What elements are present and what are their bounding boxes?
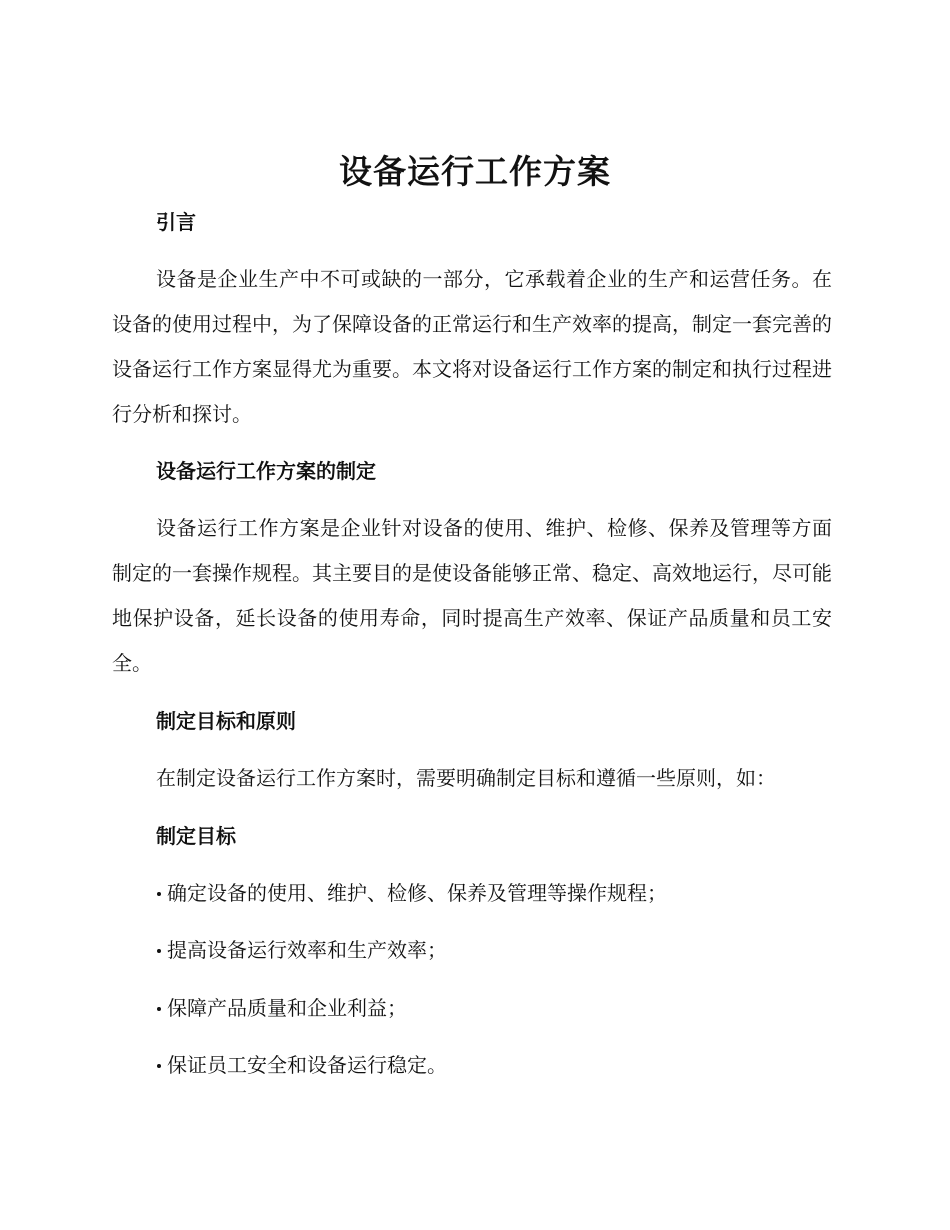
heading-goals: 制定目标: [156, 824, 236, 848]
paragraph-goals-principles: 在制定设备运行工作方案时，需要明确制定目标和遵循一些原则，如：: [156, 766, 776, 790]
list-item-text: 确定设备的使用、维护、检修、保养及管理等操作规程；: [167, 881, 667, 905]
list-item: [156, 1051, 447, 1079]
heading-introduction: 引言: [156, 210, 196, 234]
bullet-icon: [157, 949, 161, 953]
list-item-text: 提高设备运行效率和生产效率；: [167, 938, 447, 962]
paragraph-introduction: 设备是企业生产中不可或缺的一部分，它承载着企业的生产和运营任务。在设备的使用过程中，为了保障设备的正常运行和生产效率的提高，制定一套完善的设备运行工作方案显得尤为重要。本文将对设备运行工作方案的制定和执行过程进行分析和探讨。: [112, 267, 832, 426]
list-item: [156, 936, 447, 964]
list-item: [156, 879, 667, 907]
document-title: 设备运行工作方案: [339, 152, 611, 191]
bullet-icon: [157, 892, 161, 896]
heading-goals-principles: 制定目标和原则: [156, 709, 296, 733]
list-item-text: 保障产品质量和企业利益；: [167, 996, 407, 1020]
bullet-icon: [157, 1064, 161, 1068]
list-item-text: 保证员工安全和设备运行稳定。: [167, 1053, 447, 1077]
heading-plan-formulation: 设备运行工作方案的制定: [156, 459, 376, 483]
list-item: [156, 994, 407, 1022]
paragraph-plan-formulation: 设备运行工作方案是企业针对设备的使用、维护、检修、保养及管理等方面制定的一套操作规程。其主要目的是使设备能够正常、稳定、高效地运行，尽可能地保护设备，延长设备的使用寿命，同时提高生产效率、保证产品质量和员工安全。: [112, 516, 832, 675]
bullet-icon: [157, 1007, 161, 1011]
